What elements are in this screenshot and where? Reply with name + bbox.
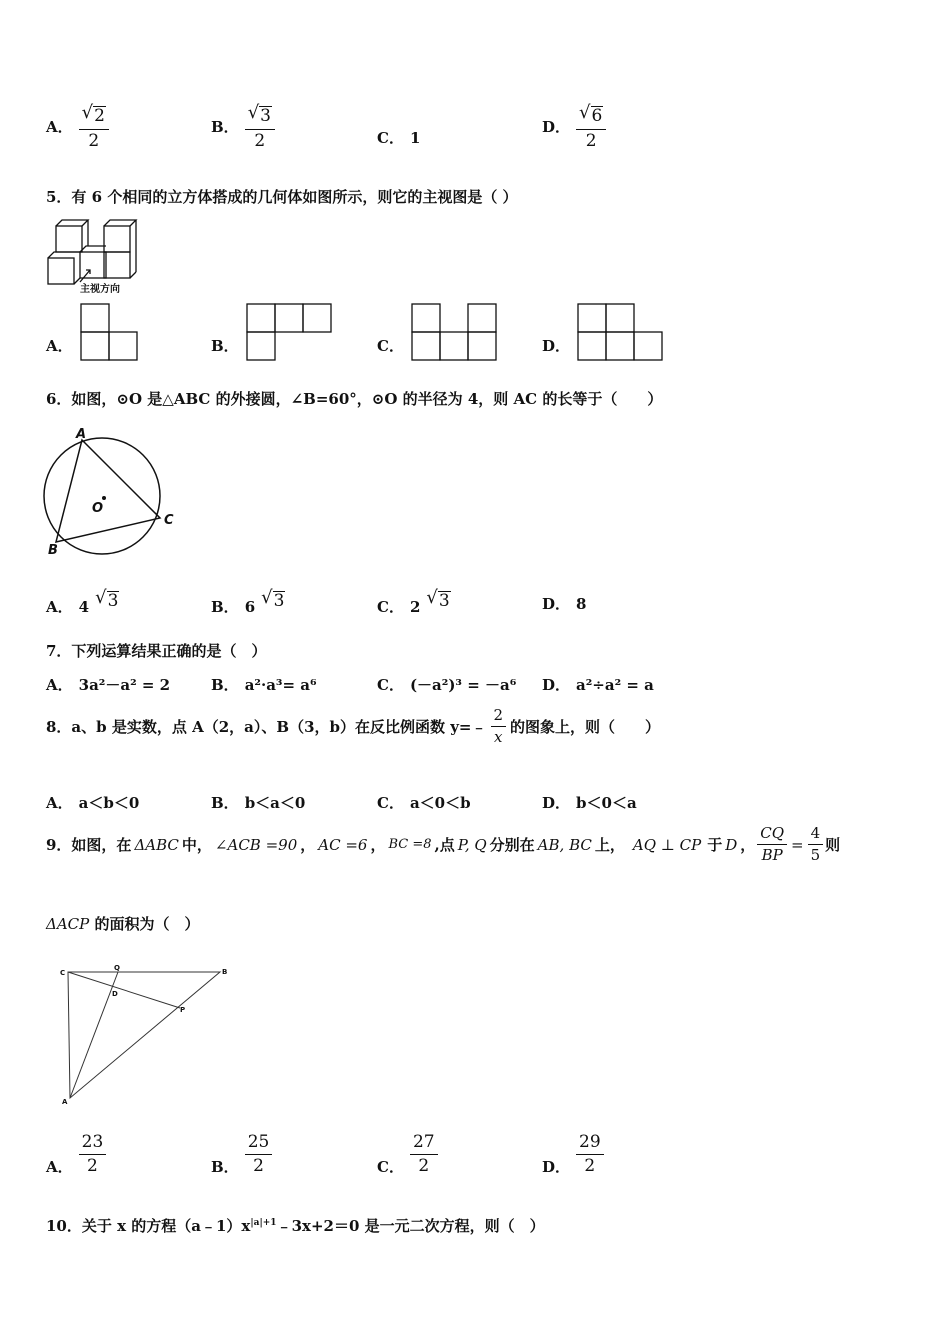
- front-view-b: [245, 302, 337, 364]
- point-b-label: B: [222, 968, 228, 976]
- option-label: C．: [377, 794, 404, 812]
- sqrt: √ 3: [426, 586, 450, 611]
- question-8-text: 8．a、b 是实数，点 A（2，a）、B（3，b）在反比例函数 y=﹣ $\frac{2}{x}$ 的图象上，则（ ）: [46, 706, 661, 746]
- q6-option-d[interactable]: D． 8: [542, 594, 587, 613]
- option-label: B．: [211, 598, 239, 616]
- option-label: D．: [542, 336, 571, 355]
- option-label: D．: [542, 118, 571, 137]
- q7-option-a[interactable]: A． 3a²－a² = 2: [46, 676, 171, 694]
- point-d-label: D: [112, 990, 118, 998]
- option-label: A．: [46, 336, 73, 355]
- option-label: C．: [377, 1158, 404, 1176]
- option-label: B．: [211, 676, 239, 694]
- front-view-c: [410, 302, 502, 364]
- q4-option-d[interactable]: [542, 104, 606, 150]
- option-label: A．: [46, 794, 73, 812]
- fraction: $\frac{23}{2}$: [79, 1134, 107, 1175]
- q8-option-c[interactable]: C． a＜0＜b: [377, 794, 471, 812]
- q7-option-b[interactable]: B． a²·a³= a⁶: [211, 675, 317, 694]
- option-label: A．: [46, 118, 73, 137]
- view-direction-caption: 主视方向: [80, 284, 120, 295]
- q5-cube-figure: [44, 218, 144, 296]
- option-label: A．: [46, 598, 73, 616]
- front-view-d: [576, 302, 668, 364]
- point-q-label: Q: [114, 964, 120, 972]
- option-label: C．: [377, 676, 404, 694]
- q9-option-a[interactable]: [46, 1132, 106, 1177]
- sqrt: √ 3: [261, 586, 285, 611]
- fraction: $\frac{27}{2}$: [410, 1134, 438, 1175]
- q6-option-b[interactable]: B． 6 √ 3: [211, 586, 285, 616]
- q5-option-a[interactable]: [46, 302, 141, 364]
- point-a-label: A: [76, 427, 87, 442]
- option-label: B．: [211, 794, 239, 812]
- q9-option-d[interactable]: [542, 1132, 604, 1177]
- sqrt: √ 3: [95, 586, 119, 611]
- option-label: A．: [46, 676, 73, 694]
- q4-option-c[interactable]: [377, 127, 420, 148]
- q5-option-b[interactable]: [211, 302, 337, 364]
- point-b-label: B: [48, 543, 58, 558]
- option-label: D．: [542, 1158, 571, 1176]
- option-value: 1: [409, 128, 421, 147]
- q8-option-a[interactable]: A． a＜b＜0: [46, 794, 140, 812]
- q6-option-a[interactable]: A． 4 √ 3: [46, 586, 119, 616]
- option-label: A．: [46, 1158, 73, 1176]
- question-7-text: 7．下列运算结果正确的是（ ）: [46, 642, 267, 660]
- q4-option-a[interactable]: [46, 104, 109, 150]
- q9-option-b[interactable]: [211, 1132, 272, 1177]
- fraction: √ 3 2: [245, 104, 275, 150]
- point-c-label: C: [60, 969, 66, 977]
- center-o-label: O: [92, 501, 104, 516]
- question-9-text: 9．如图，在 ΔABC 中， ∠ACB =90 ， AC =6 ， BC =8 ,点 P, Q 分别在 AB, BC 上， AQ ⊥ CP 于 D ， $\frac{CQ}{BP}$ = $\frac{4}{5}$ 则: [46, 824, 841, 864]
- q5-option-d[interactable]: [542, 302, 668, 364]
- q6-circle-figure: [42, 426, 182, 560]
- fraction: $\frac{29}{2}$: [576, 1134, 604, 1175]
- q5-option-c[interactable]: [377, 302, 502, 364]
- fraction: $\frac{2}{x}$: [491, 708, 507, 745]
- question-10-text: 10．关于 x 的方程$(a﹣1)x^{|a|+1}﹣3x+2=0$ 是一元二次方程，则（ ）: [46, 1217, 545, 1235]
- option-label: C．: [377, 598, 404, 616]
- fraction: √ 6 2: [576, 104, 606, 150]
- point-c-label: C: [164, 513, 174, 528]
- q7-option-d[interactable]: D． a²÷a² = a: [542, 675, 654, 694]
- q8-option-b[interactable]: B． b＜a＜0: [211, 794, 306, 812]
- option-label: B．: [211, 118, 239, 137]
- question-5-text: 5．有 6 个相同的立方体搭成的几何体如图所示，则它的主视图是（ ）: [46, 188, 518, 206]
- point-a-label: A: [62, 1098, 68, 1106]
- q9-triangle-figure: [56, 962, 236, 1106]
- option-label: B．: [211, 1158, 239, 1176]
- option-label: C．: [377, 129, 404, 147]
- front-view-a: [79, 302, 141, 364]
- option-label: B．: [211, 336, 239, 355]
- option-label: C．: [377, 336, 404, 355]
- fraction-4-5: $\frac{4}{5}$: [808, 826, 824, 863]
- question-6-text: 6．如图，⊙O 是△ABC 的外接圆，∠B=60°，⊙O 的半径为 4，则 AC 的长等于（ ）: [46, 390, 663, 408]
- q8-option-d[interactable]: D． b＜0＜a: [542, 794, 637, 812]
- option-label: D．: [542, 676, 571, 694]
- point-p-label: P: [180, 1006, 186, 1014]
- option-label: D．: [542, 794, 571, 812]
- option-label: D．: [542, 595, 571, 613]
- q6-option-c[interactable]: C． 2 √ 3: [377, 586, 450, 616]
- fraction: √ 2 2: [79, 104, 109, 150]
- q4-option-b[interactable]: [211, 104, 275, 150]
- q7-option-c[interactable]: C． (－a²)³ = －a⁶: [377, 676, 517, 694]
- fraction: $\frac{25}{2}$: [245, 1134, 273, 1175]
- fraction-cq-bp: $\frac{CQ}{BP}$: [757, 826, 787, 863]
- question-9-line2: ΔACP 的面积为（ ）: [46, 915, 200, 933]
- q9-option-c[interactable]: [377, 1132, 438, 1177]
